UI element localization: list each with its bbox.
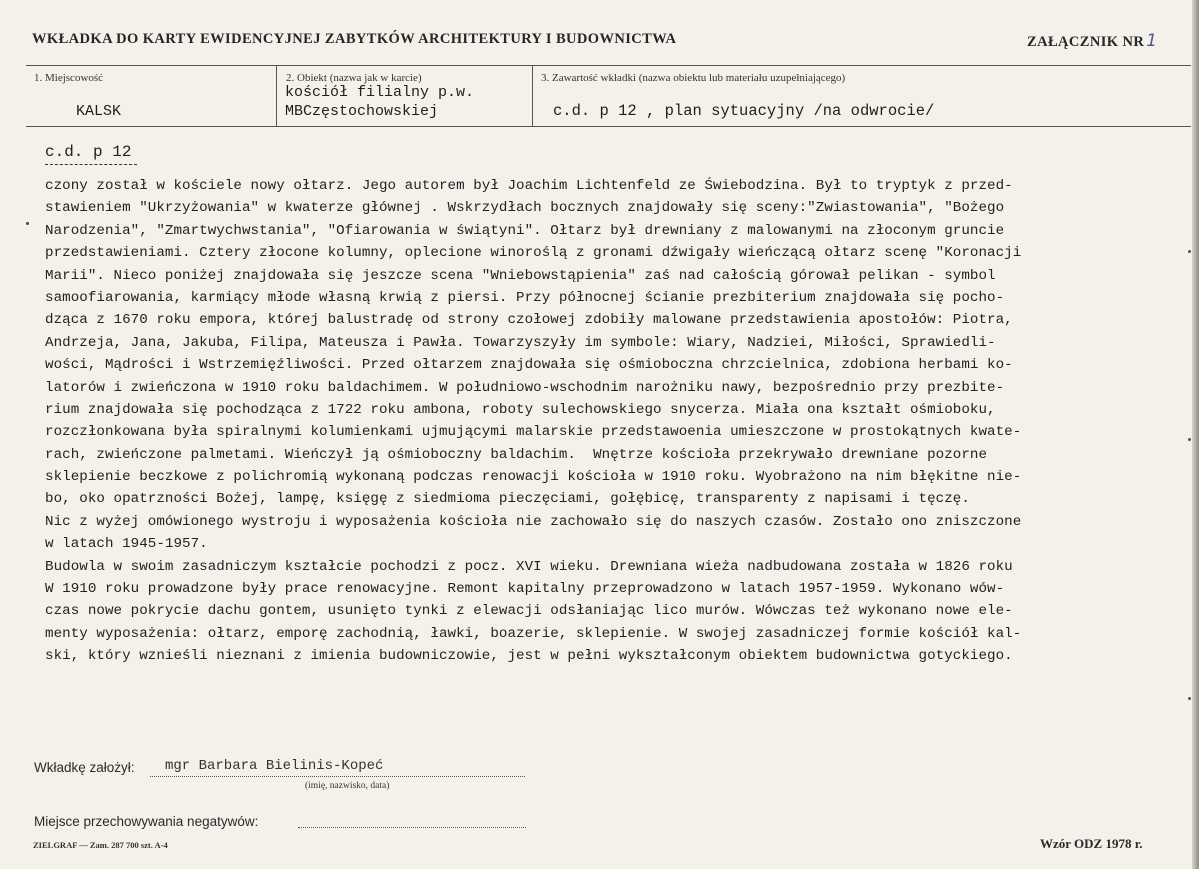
description-text <box>45 175 1195 668</box>
text-line: przedstawieniami. Cztery złocone kolumny, oplecione winoroślą z gronami dźwigały wieńczącą ołtarz scenę "Koronacji <box>45 245 1022 262</box>
margin-mark <box>26 222 29 225</box>
negatives-line <box>298 827 526 828</box>
text-line: czony został w kościele nowy ołtarz. Jego autorem był Joachim Lichtenfeld ze Świebodzina. Był to tryptyk z przed- <box>45 178 1013 194</box>
form-title: WKŁADKA DO KARTY EWIDENCYJNEJ ZABYTKÓW ARCHITEKTURY I BUDOWNICTWA <box>32 31 677 47</box>
content-label: 3. Zawartość wkładki (nazwa obiektu lub materiału uzupełniającego) <box>541 72 846 84</box>
template-mark: Wzór ODZ 1978 r. <box>1040 836 1143 851</box>
author-value: mgr Barbara Bielinis-Kopeć <box>165 758 384 774</box>
text-line: sklepienie beczkowe z polichromią wykonaną podczas renowacji kościoła w 1910 roku. Wyobrażono na nim błękitne nie- <box>45 469 1022 486</box>
object-label: 2. Obiekt (nazwa jak w karcie) <box>286 72 422 84</box>
annex-number: 1 <box>1146 31 1158 51</box>
field-divider-2 <box>532 65 533 126</box>
text-line: latorów i zwieńczona w 1910 roku baldachimem. W południowo-wschodnim narożniku nawy, bezpośrednio przy prezbite- <box>45 379 1005 396</box>
author-line <box>150 776 525 777</box>
text-line: samoofiarowania, karmiący młode własną krwią z piersi. Przy północnej ścianie prezbiterium znajdowała się pocho- <box>45 289 1005 306</box>
text-line: W 1910 roku prowadzone były prace renowacyjne. Remont kapitalny przeprowadzono w latach 1957-1959. Wykonano wów- <box>45 581 1005 598</box>
continuation-heading: c.d. p 12 <box>45 143 132 161</box>
card-edge <box>1192 0 1199 869</box>
text-line: dząca z 1670 roku empora, której balustradę od strony czołowej zdobiły malowane przedstawienia apostołów: Piotra, <box>45 312 1013 329</box>
text-line: Andrzeja, Jana, Jakuba, Filipa, Mateusza i Pawła. Towarzyszyły im symbole: Wiary, Nadziei, Miłości, Sprawiedli- <box>45 334 996 351</box>
author-label: Wkładkę założył: <box>34 760 135 775</box>
printer-note: ZIELGRAF — Zam. 287 700 szt. A-4 <box>33 840 168 850</box>
text-line: w latach 1945-1957. <box>45 536 208 553</box>
margin-tick <box>1188 250 1191 253</box>
text-line: rach, zwieńczone palmetami. Wieńczył ją ośmioboczny baldachim. Wnętrze kościoła przekrywało drewniane pozorne <box>45 446 988 463</box>
text-line: czas nowe pokrycie dachu gontem, usunięto tynki z elewacji odsłaniając lico murów. Wówczas też wykonano nowe ele- <box>45 603 1013 620</box>
text-line: wości, Mądrości i Wstrzemięźliwości. Przed ołtarzem znajdowała się ośmioboczna chrzcielnica, zdobiona herbami ko- <box>45 357 1013 374</box>
content-value: c.d. p 12 , plan sytuacyjny /na odwrocie/ <box>553 102 935 120</box>
text-line: menty wyposażenia: ołtarz, emporę zachodnią, ławki, boazerie, sklepienie. W swojej zasadniczej formie kościół kal- <box>45 625 1022 642</box>
object-value-line2: MBCzęstochowskiej <box>285 103 439 120</box>
annex-label-text: ZAŁĄCZNIK NR <box>1027 34 1145 50</box>
text-line: rozczłonkowana była spiralnymi kolumienkami ujmującymi malarskie przedstawoenia umieszczone w prostokątnych kwate- <box>45 424 1022 441</box>
margin-tick <box>1188 438 1191 441</box>
locality-label: 1. Miejscowość <box>34 72 104 84</box>
text-line: Budowla w swoim zasadniczym kształcie pochodzi z pocz. XVI wieku. Drewniana wieża nadbudowana została w 1826 roku <box>45 558 1013 575</box>
text-line: bo, oko opatrzności Bożej, lampę, księgę z siedmioma pieczęciami, gołębicę, transparenty z napisami i tęczę. <box>45 491 970 508</box>
object-value-line1: kościół filialny p.w. <box>285 84 475 101</box>
annex-label <box>1027 31 1157 51</box>
text-line: Nic z wyżej omówionego wystroju i wyposażenia kościoła nie zachowało się do naszych czasów. Zostało ono zniszczone <box>45 513 1022 530</box>
text-line: ski, który wznieśli nieznani z imienia budowniczowie, jest w pełni wykształconym obiektem budownictwa gotyckiego. <box>45 648 1013 665</box>
negatives-label: Miejsce przechowywania negatywów: <box>34 814 259 829</box>
text-line: rium znajdowała się pochodząca z 1722 roku ambona, roboty sulechowskiego snycerza. Miała ona kształt ośmioboku, <box>45 401 996 418</box>
locality-value: KALSK <box>76 103 122 120</box>
field-divider-1 <box>276 65 277 126</box>
heading-underline <box>45 164 137 165</box>
header-top-rule <box>26 65 1191 66</box>
margin-tick <box>1188 697 1191 700</box>
text-line: stawieniem "Ukrzyżowania" w kwaterze głównej . Wskrzydłach bocznych znajdowały się sceny:"Zwiastowania", "Bożego <box>45 200 1005 217</box>
text-line: Narodzenia", "Zmartwychwstania", "Ofiarowania w świątyni". Ołtarz był drewniany z malowanymi na złoconym gruncie <box>45 222 1005 239</box>
header-bottom-rule <box>26 126 1191 127</box>
text-line: Marii". Nieco poniżej znajdowała się jeszcze scena "Wniebowstąpienia" zaś nad całością górował pelikan - symbol <box>45 267 996 284</box>
author-hint: (imię, nazwisko, data) <box>305 781 390 791</box>
